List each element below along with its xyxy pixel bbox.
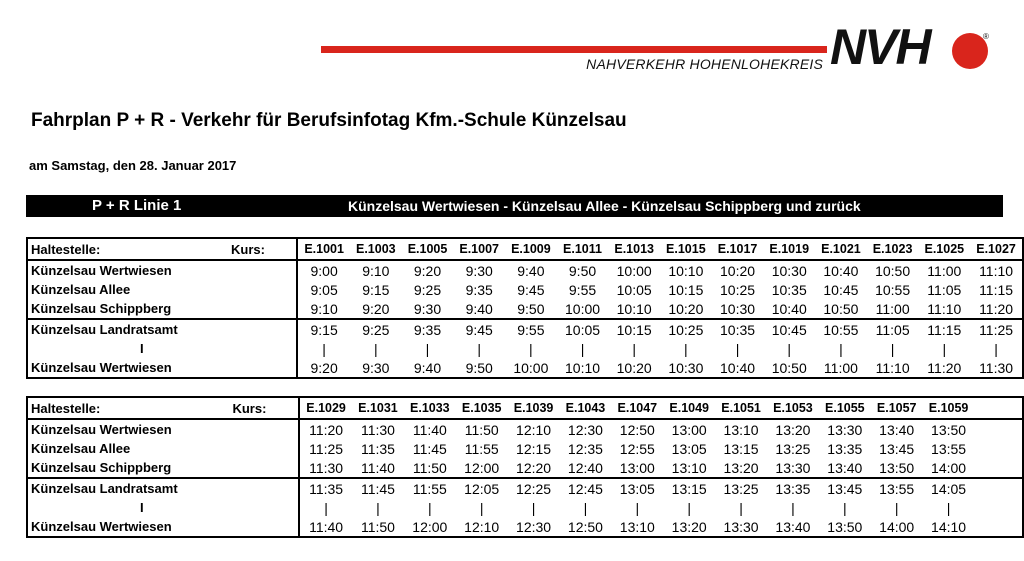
table-row — [27, 319, 1023, 339]
departure-time: 13:10 — [671, 459, 707, 476]
course-id: E.1043 — [560, 397, 612, 419]
course-id: E.1055 — [819, 397, 871, 419]
departure-time: | — [791, 499, 795, 516]
departure-time: 11:35 — [360, 440, 395, 457]
table-row — [27, 439, 1023, 458]
table-row — [27, 299, 1023, 319]
service-date: am Samstag, den 28. Januar 2017 — [29, 158, 237, 173]
departure-time: | — [735, 340, 740, 357]
departure-time: 12:50 — [619, 421, 655, 438]
departure-time: 11:30 — [360, 421, 395, 438]
departure-time: | — [531, 499, 536, 516]
departure-time: 11:20 — [979, 300, 1014, 317]
departure-time: 13:30 — [827, 421, 863, 438]
registered-mark: ® — [983, 32, 989, 41]
table-row — [27, 478, 1023, 498]
departure-time: 13:35 — [767, 478, 819, 498]
departure-time: | — [477, 340, 481, 357]
line-name: P + R Linie 1 — [92, 197, 182, 214]
course-id: E.1011 — [557, 238, 609, 260]
table-row — [27, 419, 1023, 439]
table-row — [27, 498, 1023, 517]
course-id: E.1049 — [663, 397, 715, 419]
departure-time: 13:25 — [715, 478, 767, 498]
departure-time: 14:00 — [879, 518, 915, 535]
course-id: E.1021 — [815, 238, 867, 260]
departure-time — [975, 498, 1023, 517]
departure-time: 10:15 — [668, 281, 704, 298]
departure-time: 13:50 — [879, 459, 915, 476]
departure-time: 10:10 — [616, 300, 652, 317]
stop-column-header: Haltestelle: — [27, 238, 231, 260]
departure-time: 11:50 — [464, 421, 499, 438]
departure-time: 11:55 — [404, 478, 456, 498]
departure-time: 13:40 — [775, 518, 811, 535]
departure-time: 9:35 — [402, 319, 454, 339]
departure-time: 9:50 — [568, 262, 597, 279]
departure-time: 13:30 — [723, 518, 759, 535]
departure-time: 10:45 — [823, 281, 859, 298]
course-id: E.1023 — [867, 238, 919, 260]
departure-time: | — [479, 499, 484, 516]
departure-time: 11:20 — [927, 359, 962, 376]
departure-time: 9:50 — [465, 359, 493, 376]
departure-time: 10:00 — [565, 300, 601, 317]
departure-time: | — [376, 499, 380, 516]
course-id: E.1047 — [611, 397, 663, 419]
departure-time: 10:40 — [823, 262, 859, 279]
departure-time: | — [839, 340, 843, 357]
departure-time: 11:15 — [918, 319, 970, 339]
course-id: E.1053 — [767, 397, 819, 419]
departure-time: 9:25 — [350, 319, 402, 339]
departure-time: 14:05 — [923, 478, 975, 498]
departure-time: 10:10 — [668, 262, 704, 279]
departure-time: 10:40 — [720, 359, 756, 376]
course-id: E.1009 — [505, 238, 557, 260]
departure-time: 13:30 — [775, 459, 811, 476]
departure-time: 12:00 — [412, 518, 448, 535]
departure-time: 10:45 — [763, 319, 815, 339]
course-id: E.1019 — [763, 238, 815, 260]
table-header-row — [27, 238, 1023, 260]
departure-time: | — [529, 340, 533, 357]
departure-time: | — [632, 340, 636, 357]
departure-time: 10:25 — [660, 319, 712, 339]
departure-time: 13:10 — [723, 421, 759, 438]
departure-time: 9:05 — [297, 280, 350, 299]
departure-time: 10:50 — [823, 300, 859, 317]
stop-name: Künzelsau Landratsamt — [27, 478, 299, 498]
departure-time: 13:00 — [671, 421, 707, 438]
departure-time: 13:35 — [827, 440, 863, 457]
departure-time: 13:20 — [671, 518, 707, 535]
nvh-logo: NVH — [830, 19, 930, 75]
departure-time: 9:30 — [413, 300, 442, 317]
course-id: E.1035 — [456, 397, 508, 419]
departure-time: 11:35 — [299, 478, 352, 498]
departure-time: 9:30 — [362, 359, 390, 376]
departure-time: 13:20 — [723, 459, 759, 476]
departure-time: 13:05 — [671, 440, 707, 457]
departure-time: 10:10 — [565, 359, 601, 376]
course-id: E.1027 — [970, 238, 1023, 260]
departure-time: 9:10 — [297, 299, 350, 319]
departure-time: 13:10 — [619, 518, 655, 535]
departure-time: 10:30 — [720, 300, 756, 317]
stop-name: Künzelsau Wertwiesen — [31, 422, 172, 437]
departure-time: | — [297, 339, 350, 358]
departure-time: 9:35 — [465, 281, 493, 298]
departure-time: 12:55 — [619, 440, 655, 457]
course-id: E.1003 — [350, 238, 402, 260]
departure-time: 10:20 — [616, 359, 652, 376]
table-row — [27, 280, 1023, 299]
departure-time: 13:15 — [663, 478, 715, 498]
departure-time: 10:25 — [720, 281, 756, 298]
departure-time: 10:55 — [875, 281, 911, 298]
departure-time: | — [635, 499, 640, 516]
departure-time: 11:00 — [823, 359, 858, 376]
departure-time: 10:55 — [815, 319, 867, 339]
departure-time: 11:45 — [352, 478, 404, 498]
departure-time: | — [739, 499, 743, 516]
departure-time: 9:20 — [297, 358, 350, 378]
departure-time: | — [299, 498, 352, 517]
departure-time: 9:10 — [362, 262, 390, 279]
departure-time: 9:15 — [362, 281, 390, 298]
table-header-row — [27, 397, 1023, 419]
departure-time: 13:50 — [931, 421, 967, 438]
departure-time — [975, 439, 1023, 458]
table-row — [27, 260, 1023, 280]
departure-time: 9:20 — [413, 262, 442, 279]
table-row — [27, 358, 1023, 378]
course-id — [975, 397, 1023, 419]
course-id: E.1033 — [404, 397, 456, 419]
departure-time: 10:40 — [771, 300, 807, 317]
departure-time: | — [843, 499, 847, 516]
departure-time: 10:05 — [557, 319, 609, 339]
departure-time: 9:50 — [517, 300, 545, 317]
departure-time: | — [890, 340, 895, 357]
departure-time: 12:05 — [456, 478, 508, 498]
line-route: Künzelsau Wertwiesen - Künzelsau Allee - Künzelsau Schippberg und zurück — [348, 198, 861, 214]
departure-time: 9:45 — [517, 281, 545, 298]
course-column-header: Kurs: — [232, 397, 299, 419]
departure-time: | — [373, 340, 378, 357]
departure-time: 10:35 — [712, 319, 764, 339]
departure-time: 11:50 — [360, 518, 395, 535]
departure-time: 11:20 — [299, 419, 352, 439]
departure-time: 11:00 — [927, 262, 962, 279]
table-row — [27, 517, 1023, 537]
departure-time: | — [894, 499, 899, 516]
departure-time: | — [583, 499, 588, 516]
departure-time: 9:40 — [413, 359, 442, 376]
course-id: E.1057 — [871, 397, 923, 419]
departure-time: 11:10 — [875, 359, 910, 376]
departure-time: 12:25 — [508, 478, 560, 498]
departure-time: 10:00 — [513, 359, 549, 376]
course-column-header: Kurs: — [231, 238, 297, 260]
departure-time: 13:50 — [827, 518, 863, 535]
timetable-2 — [26, 396, 1024, 538]
course-id: E.1031 — [352, 397, 404, 419]
departure-time: 9:15 — [297, 319, 350, 339]
departure-time: 10:00 — [616, 262, 652, 279]
departure-time: 13:40 — [879, 421, 915, 438]
departure-time: 11:10 — [979, 262, 1014, 279]
departure-time: 12:10 — [516, 421, 552, 438]
departure-time: 9:20 — [362, 300, 390, 317]
timetable-1 — [26, 237, 1024, 379]
departure-time: 11:30 — [299, 458, 352, 478]
departure-time: | — [580, 340, 585, 357]
page-title: Fahrplan P + R - Verkehr für Berufsinfotag Kfm.-Schule Künzelsau — [31, 110, 627, 131]
departure-time: 11:30 — [979, 359, 1014, 376]
departure-time: 12:50 — [567, 518, 603, 535]
departure-time: 13:20 — [775, 421, 811, 438]
departure-time: 9:40 — [517, 262, 545, 279]
stop-name: Künzelsau Schippberg — [31, 301, 172, 316]
course-id: E.1013 — [608, 238, 660, 260]
departure-time — [975, 458, 1023, 478]
course-id: E.1059 — [923, 397, 975, 419]
departure-time: 12:40 — [567, 459, 603, 476]
course-id: E.1005 — [402, 238, 454, 260]
line-banner — [26, 195, 1003, 217]
departure-time: 11:10 — [927, 300, 962, 317]
table-row — [27, 339, 1023, 358]
departure-time: 13:25 — [775, 440, 811, 457]
departure-time: | — [787, 340, 792, 357]
stop-name: Künzelsau Landratsamt — [27, 319, 297, 339]
departure-time: | — [425, 340, 430, 357]
departure-time: 10:30 — [771, 262, 807, 279]
departure-time: 13:40 — [827, 459, 863, 476]
course-id: E.1007 — [453, 238, 505, 260]
brand-tagline: NAHVERKEHR HOHENLOHEKREIS — [586, 56, 823, 72]
departure-time: 9:00 — [297, 260, 350, 280]
departure-time: | — [684, 340, 688, 357]
departure-time: 12:45 — [560, 478, 612, 498]
departure-time: | — [994, 340, 998, 357]
departure-time: 11:05 — [927, 281, 962, 298]
departure-time: 9:40 — [465, 300, 493, 317]
departure-time: 10:15 — [608, 319, 660, 339]
departure-time: 11:05 — [867, 319, 919, 339]
departure-time: 10:35 — [771, 281, 807, 298]
departure-time: | — [946, 499, 951, 516]
departure-time: 13:15 — [723, 440, 759, 457]
departure-time: | — [428, 499, 432, 516]
departure-time: 11:40 — [412, 421, 447, 438]
departure-time: 11:25 — [299, 439, 352, 458]
header-red-line — [321, 46, 827, 53]
departure-time — [975, 419, 1023, 439]
stop-column-header: Haltestelle: — [27, 397, 232, 419]
departure-time: | — [687, 499, 692, 516]
departure-time: 10:30 — [668, 359, 704, 376]
table-row — [27, 458, 1023, 478]
departure-time — [975, 478, 1023, 498]
departure-time: 12:20 — [516, 459, 552, 476]
departure-time: 10:50 — [771, 359, 807, 376]
departure-time: 12:00 — [464, 459, 500, 476]
course-id: E.1025 — [918, 238, 970, 260]
departure-time: 10:20 — [720, 262, 756, 279]
departure-time: 9:25 — [413, 281, 442, 298]
stop-name: Künzelsau Schippberg — [31, 460, 172, 475]
departure-time: 13:55 — [931, 440, 967, 457]
departure-time: 13:45 — [819, 478, 871, 498]
departure-time: 12:10 — [464, 518, 500, 535]
departure-time: 11:00 — [875, 300, 910, 317]
departure-time: 13:45 — [879, 440, 915, 457]
course-id: E.1001 — [297, 238, 350, 260]
departure-time: 13:05 — [611, 478, 663, 498]
departure-time: 10:05 — [616, 281, 652, 298]
departure-time: 10:50 — [875, 262, 911, 279]
departure-time: 12:30 — [516, 518, 552, 535]
departure-time: 12:15 — [516, 440, 552, 457]
departure-time: 9:30 — [465, 262, 493, 279]
stop-name: I — [140, 500, 144, 515]
course-id: E.1051 — [715, 397, 767, 419]
departure-time: 12:35 — [567, 440, 603, 457]
departure-time: 9:55 — [568, 281, 597, 298]
stop-name: Künzelsau Allee — [31, 441, 131, 456]
departure-time: 11:25 — [970, 319, 1023, 339]
departure-time: 11:50 — [412, 459, 447, 476]
stop-name: Künzelsau Wertwiesen — [31, 360, 172, 375]
departure-time: 11:15 — [979, 281, 1014, 298]
course-id: E.1039 — [508, 397, 560, 419]
course-id: E.1029 — [299, 397, 352, 419]
departure-time: 13:00 — [619, 459, 655, 476]
departure-time: 11:45 — [412, 440, 447, 457]
departure-time: 11:40 — [299, 517, 352, 537]
departure-time: 13:55 — [871, 478, 923, 498]
departure-time: 9:55 — [505, 319, 557, 339]
departure-time: | — [942, 340, 947, 357]
departure-time: 12:30 — [567, 421, 603, 438]
departure-time: 10:20 — [668, 300, 704, 317]
departure-time — [975, 517, 1023, 537]
stop-name: Künzelsau Allee — [31, 282, 131, 297]
stop-name: Künzelsau Wertwiesen — [31, 519, 172, 534]
stop-name: I — [140, 341, 144, 356]
departure-time: 14:10 — [931, 518, 967, 535]
course-id: E.1015 — [660, 238, 712, 260]
departure-time: 14:00 — [931, 459, 967, 476]
stop-name: Künzelsau Wertwiesen — [31, 263, 172, 278]
departure-time: 11:55 — [464, 440, 499, 457]
departure-time: 11:40 — [360, 459, 395, 476]
departure-time: 9:45 — [453, 319, 505, 339]
course-id: E.1017 — [712, 238, 764, 260]
